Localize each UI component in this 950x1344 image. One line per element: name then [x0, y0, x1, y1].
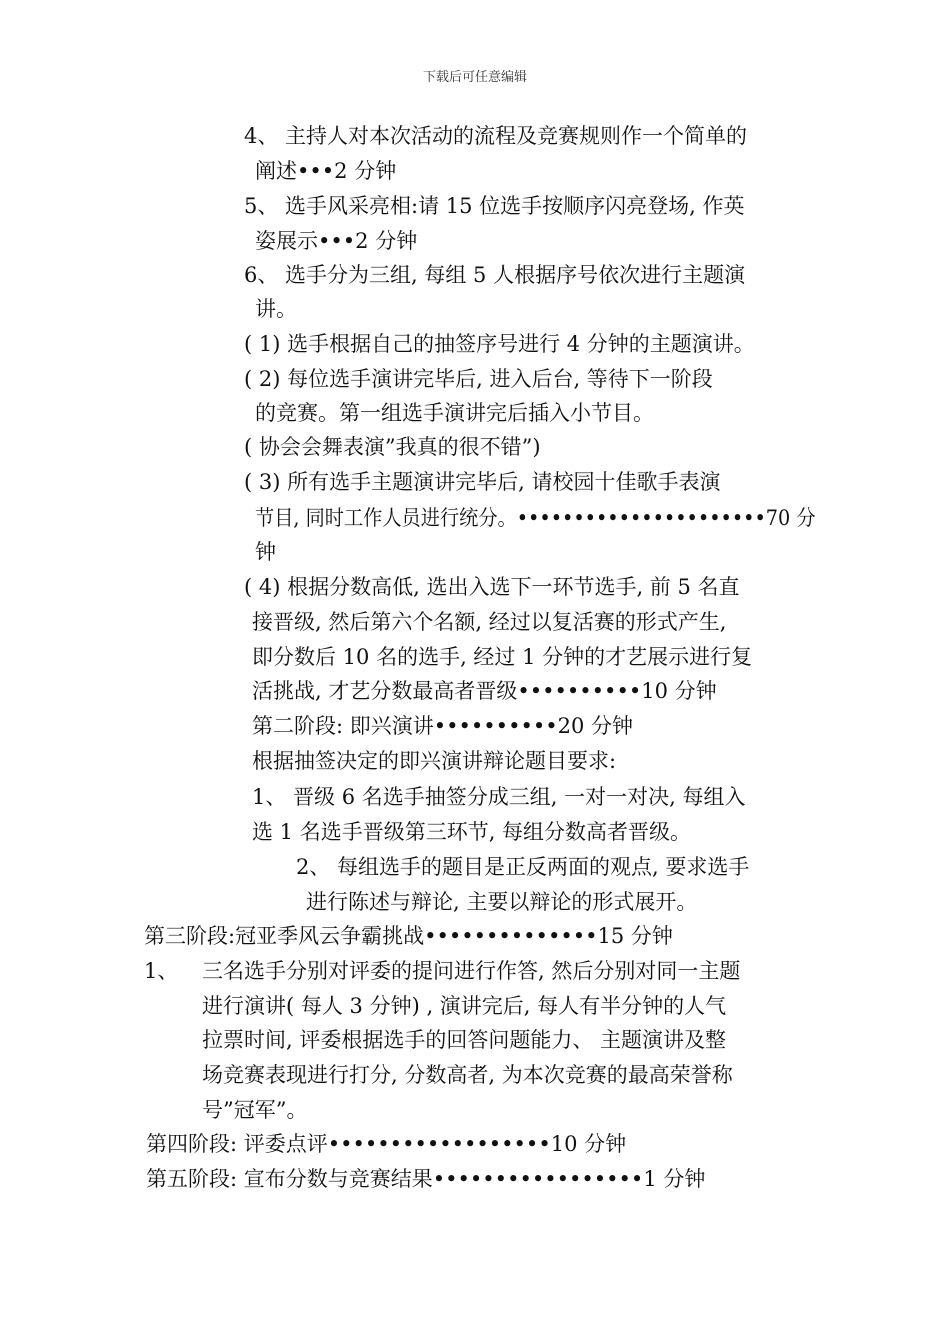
text-line-8: ( 2) 每位选手演讲完毕后, 进入后台, 等待下一阶段	[244, 367, 713, 391]
text-line-19: 根据抽签决定的即兴演讲辩论题目要求:	[252, 749, 617, 773]
text-line-2: 阐述•••2 分钟	[255, 159, 397, 183]
text-line-22: 2、 每组选手的题目是正反两面的观点, 要求选手	[296, 855, 750, 879]
text-line-9: 的竞赛。第一组选手演讲完后插入小节目。	[255, 401, 654, 425]
text-line-12: 节目, 同时工作人员进行统分。••••••••••••••••••••••70 分	[255, 506, 816, 530]
text-line-11: ( 3) 所有选手主题演讲完毕后, 请校园十佳歌手表演	[244, 470, 721, 494]
text-line-21: 选 1 名选手晋级第三环节, 每组分数高者晋级。	[252, 820, 692, 844]
text-line-15: 接晋级, 然后第六个名额, 经过以复活赛的形式产生,	[252, 610, 727, 634]
text-line-3: 5、 选手风采亮相:请 15 位选手按顺序闪亮登场, 作英	[244, 194, 745, 218]
text-line-13: 钟	[255, 540, 276, 564]
text-line-31: 第五阶段: 宣布分数与竞赛结果•••••••••••••••••1 分钟	[146, 1167, 706, 1191]
text-line-17: 活挑战, 才艺分数最高者晋级••••••••••10 分钟	[252, 679, 717, 703]
text-line-16: 即分数后 10 名的选手, 经过 1 分钟的才艺展示进行复	[252, 645, 753, 669]
list-number: 1、	[144, 959, 179, 983]
page-header: 下载后可任意编辑	[422, 70, 527, 85]
text-line-25: 三名选手分别对评委的提问进行作答, 然后分别对同一主题	[202, 959, 741, 983]
text-line-24: 第三阶段:冠亚季风云争霸挑战••••••••••••••15 分钟	[144, 924, 673, 948]
text-line-23: 进行陈述与辩论, 主要以辩论的形式展开。	[306, 890, 698, 914]
text-line-29: 号”冠军”。	[202, 1098, 308, 1122]
text-line-4: 姿展示•••2 分钟	[255, 229, 418, 253]
text-line-28: 场竞赛表现进行打分, 分数高者, 为本次竞赛的最高荣誉称	[202, 1063, 733, 1087]
text-line-27: 拉票时间, 评委根据选手的回答问题能力、 主题演讲及整	[202, 1028, 727, 1052]
text-line-5: 6、 选手分为三组, 每组 5 人根据序号依次进行主题演	[244, 263, 746, 287]
text-line-1: 4、 主持人对本次活动的流程及竞赛规则作一个简单的	[244, 124, 748, 148]
text-line-30: 第四阶段: 评委点评••••••••••••••••••10 分钟	[146, 1132, 627, 1156]
text-line-14: ( 4) 根据分数高低, 选出入选下一环节选手, 前 5 名直	[244, 575, 740, 599]
text-line-10: ( 协会会舞表演”我真的很不错”)	[244, 435, 541, 459]
text-line-20: 1、 晋级 6 名选手抽签分成三组, 一对一对决, 每组入	[252, 785, 746, 809]
text-line-6: 讲。	[255, 297, 297, 321]
text-line-7: ( 1) 选手根据自己的抽签序号进行 4 分钟的主题演讲。	[244, 332, 755, 356]
text-line-26: 进行演讲( 每人 3 分钟) , 演讲完后, 每人有半分钟的人气	[202, 994, 727, 1018]
text-line-18: 第二阶段: 即兴演讲••••••••••20 分钟	[252, 714, 634, 738]
